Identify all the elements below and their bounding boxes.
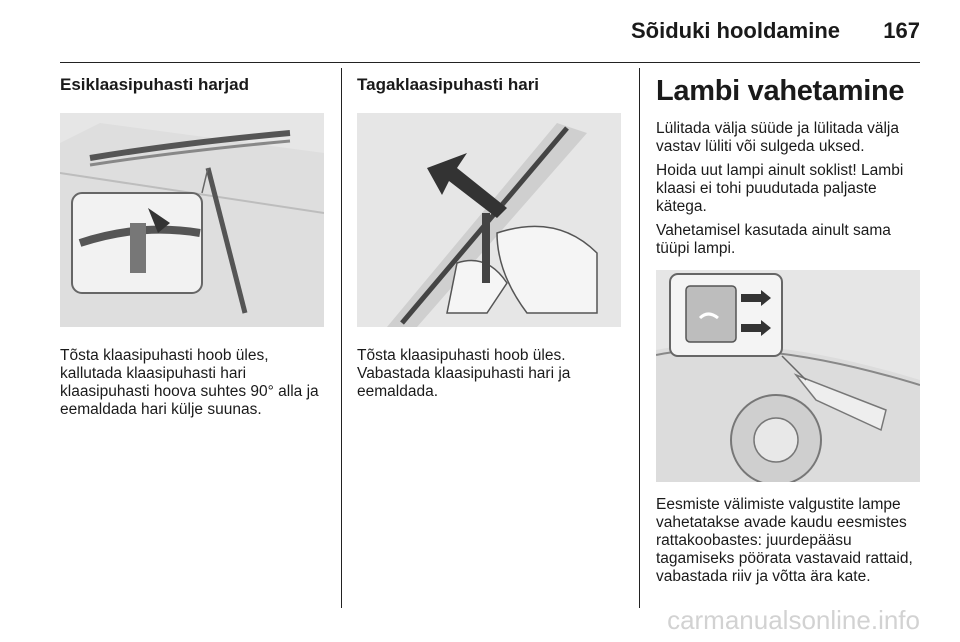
section-heading: Tagaklaasipuhasti hari [357,75,540,94]
header-title: Sõiduki hooldamine [630,18,840,43]
rear-wiper-illustration [357,113,621,327]
bulb-paragraph-4: Eesmiste välimiste valgustite lampe vahetatakse avade kaudu eesmistes rattakoobastes: juurdepääsu tagamiseks pöörata vastavaid rattaid, vabastada riiv ja võtta ära kate. [656,496,913,585]
watermark: carmanualsonline.info [667,605,920,635]
front-wiper-instructions: Tõsta klaasipuhasti hoob üles, kallutada klaasipuhasti hari klaasipuhasti hoova suhtes 90° alla ja eemaldada hari külje suunas. [60,347,319,418]
page-number: 167 [883,18,920,43]
bulb-paragraph-3: Vahetamisel kasutada ainult sama tüüpi lampi. [656,222,891,257]
column-rear-wiper [357,75,625,401]
headlight-access-illustration [656,270,920,482]
section-heading: Lambi vahetamine [656,75,905,107]
bulb-paragraph-2: Hoida uut lampi ainult soklist! Lambi klaasi ei tohi puudutada paljaste kätega. [656,162,904,215]
section-heading: Esiklaasipuhasti harjad [60,75,249,94]
rear-wiper-instructions: Tõsta klaasipuhasti hoob üles. Vabastada klaasipuhasti hari ja eemaldada. [357,347,571,400]
column-bulb-replacement [656,75,924,586]
column-divider [341,68,342,608]
header-rule [60,62,920,63]
column-divider [639,68,640,608]
bulb-paragraph-1: Lülitada välja süüde ja lülitada välja vastav lüliti või sulgeda uksed. [656,120,899,155]
column-front-wiper [60,75,328,419]
front-wiper-illustration [60,113,324,327]
